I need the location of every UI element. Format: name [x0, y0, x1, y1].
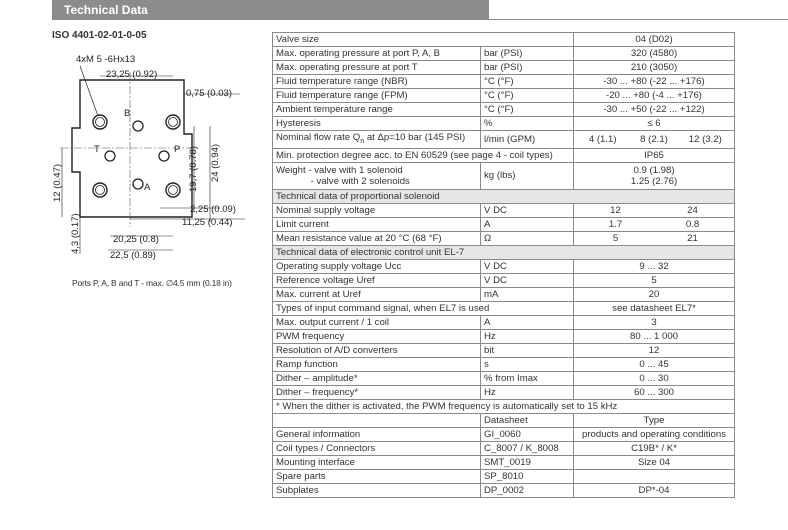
section-row: Technical data of proportional solenoid — [273, 189, 735, 203]
table-row: Min. protection degree acc. to EN 60529 (see page 4 - coil types) IP65 — [273, 148, 735, 162]
port-a-label: A — [144, 182, 151, 193]
table-row: Mean resistance value at 20 °C (68 °F) Ω 5 21 — [273, 231, 735, 245]
thread-hole-tl — [93, 115, 107, 129]
table-row: Max. current at Uref mA 20 — [273, 287, 735, 301]
table-row: Max. operating pressure at port T bar (PSI) 210 (3050) — [273, 61, 735, 75]
spec-table — [272, 32, 735, 498]
section-title: Technical Data — [64, 3, 148, 17]
port-p-label: P — [174, 144, 181, 155]
table-row: Fluid temperature range (FPM) °C (°F) -20 ... +80 (-4 ... +176) — [273, 89, 735, 103]
table-row: Weight - valve with 1 solenoid - valve with 2 solenoids kg (lbs) 0.9 (1.98) 1.25 (2.76) — [273, 162, 735, 189]
table-row: Nominal supply voltage V DC 12 24 — [273, 203, 735, 217]
table-row: Max. operating pressure at port P, A, B bar (PSI) 320 (4580) — [273, 47, 735, 61]
table-row: Spare parts SP_8010 — [273, 469, 735, 483]
thread-hole-bl — [93, 183, 107, 197]
dim-4-3: 4,3 (0.17) — [70, 213, 81, 254]
table-row: Reference voltage Uref V DC 5 — [273, 273, 735, 287]
dim-0-75: 0,75 (0.03) — [186, 88, 232, 99]
dim-2-25: 2,25 (0.09) — [190, 204, 236, 215]
section-header — [52, 0, 489, 20]
table-row: Types of input command signal, when EL7 is used see datasheet EL7* — [273, 301, 735, 315]
thread-spec: 4xM 5 -6Hx13 — [76, 54, 136, 65]
dim-19-7: 19,7 (0.78) — [188, 146, 199, 192]
table-row: Dither – frequency* Hz 60 ... 300 — [273, 385, 735, 399]
table-row: General information GI_0060 products and operating conditions — [273, 427, 735, 441]
table-row: Coil types / Connectors C_8007 / K_8008 C19B* / K* — [273, 441, 735, 455]
table-row: Max. output current / 1 coil A 3 — [273, 315, 735, 329]
port-t — [105, 151, 115, 161]
section-row: Technical data of electronic control unit EL-7 — [273, 245, 735, 259]
note-row: * When the dither is activated, the PWM frequency is automatically set to 15 kHz — [273, 399, 735, 413]
table-row: Limit current A 1.7 0.8 — [273, 217, 735, 231]
mounting-drawing — [50, 42, 250, 274]
standard-label: ISO 4401-02-01-0-05 — [52, 30, 147, 41]
header-rule — [489, 19, 788, 20]
table-row: Subplates DP_0002 DP*-04 — [273, 483, 735, 497]
ports-caption: Ports P, A, B and T - max. ∅4.5 mm (0.18 in) — [72, 278, 232, 288]
dim-24: 24 (0.94) — [210, 143, 221, 182]
thread-hole-tr — [166, 115, 180, 129]
table-row: Resolution of A/D converters bit 12 — [273, 343, 735, 357]
dim-23-25: 23,25 (0.92) — [106, 69, 158, 80]
table-row: Ramp function s 0 ... 45 — [273, 357, 735, 371]
port-p — [159, 151, 169, 161]
thread-hole-br — [166, 183, 180, 197]
table-row: Mounting interface SMT_0019 Size 04 — [273, 455, 735, 469]
dim-12: 12 (0.47) — [52, 163, 63, 202]
docs-header-row: Datasheet Type — [273, 413, 735, 427]
dim-11-25: 11,25 (0.44) — [182, 217, 233, 228]
port-b-label: B — [124, 108, 131, 119]
table-row: Operating supply voltage Ucc V DC 9 ... 32 — [273, 259, 735, 273]
port-a — [133, 179, 143, 189]
table-row: Ambient temperature range °C (°F) -30 ... +50 (-22 ... +122) — [273, 103, 735, 117]
port-b — [133, 121, 143, 131]
table-row: Valve size 04 (D02) — [273, 33, 735, 47]
port-t-label: T — [94, 144, 100, 155]
dim-20-25: 20,25 (0.8) — [113, 234, 159, 245]
table-row: Fluid temperature range (NBR) °C (°F) -30 ... +80 (-22 ... +176) — [273, 75, 735, 89]
table-row: Nominal flow rate $Q_n$ at Δp=10 bar (145 PSI) l/min (GPM) 4 (1.1) 8 (2.1) 12 (3.2) — [273, 131, 735, 149]
table-row: Hysteresis % ≤ 6 — [273, 117, 735, 131]
table-row: Dither – amplitude* % from Imax 0 ... 30 — [273, 371, 735, 385]
dim-22-5: 22,5 (0.89) — [110, 250, 156, 261]
table-row: PWM frequency Hz 80 ... 1 000 — [273, 329, 735, 343]
